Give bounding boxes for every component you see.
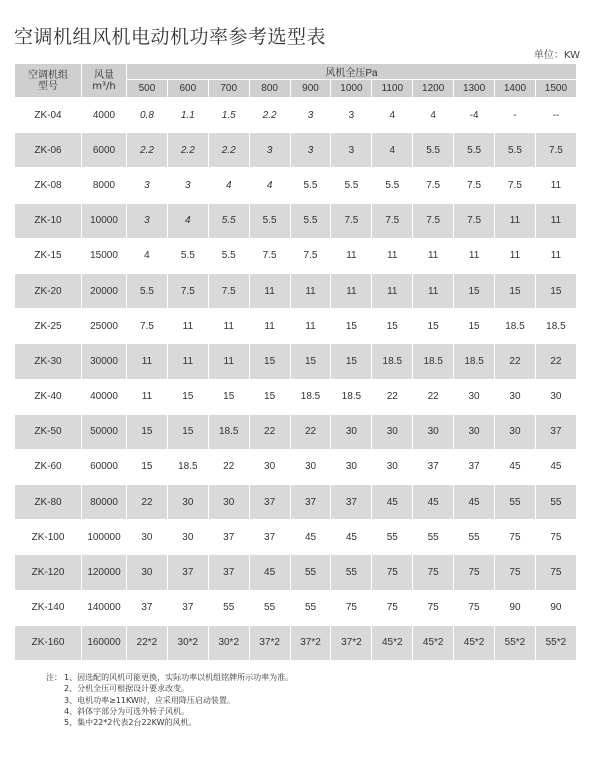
power-value-cell: 1.5 bbox=[208, 98, 249, 133]
power-value-cell: 4 bbox=[372, 98, 413, 133]
power-value-cell: 7.5 bbox=[413, 168, 454, 203]
power-value-cell: 45 bbox=[495, 449, 536, 484]
air-volume-cell: 120000 bbox=[82, 555, 127, 590]
model-cell: ZK-120 bbox=[15, 555, 82, 590]
pressure-header-cell: 1400 bbox=[495, 80, 536, 98]
power-value-cell: 11 bbox=[167, 344, 208, 379]
power-value-cell: 75 bbox=[495, 520, 536, 555]
power-value-cell: 15 bbox=[167, 379, 208, 414]
power-value-cell: 18.5 bbox=[290, 379, 331, 414]
power-value-cell: 11 bbox=[249, 273, 290, 308]
power-value-cell: 15 bbox=[495, 273, 536, 308]
power-value-cell: 22 bbox=[208, 449, 249, 484]
power-value-cell: 11 bbox=[454, 238, 495, 273]
power-value-cell: 4 bbox=[413, 98, 454, 133]
power-value-cell: 5.5 bbox=[454, 133, 495, 168]
table-row bbox=[15, 625, 577, 660]
table-row bbox=[15, 273, 577, 308]
pressure-header-cell: 1100 bbox=[372, 80, 413, 98]
power-value-cell: 30*2 bbox=[208, 625, 249, 660]
power-value-cell: 45*2 bbox=[372, 625, 413, 660]
power-value-cell: 22 bbox=[372, 379, 413, 414]
power-value-cell: 55 bbox=[290, 590, 331, 625]
air-volume-cell: 10000 bbox=[82, 203, 127, 238]
power-value-cell: 3 bbox=[167, 168, 208, 203]
model-header-line1: 空调机组 bbox=[28, 69, 68, 81]
power-value-cell: 7.5 bbox=[495, 168, 536, 203]
power-value-cell: 15 bbox=[372, 309, 413, 344]
power-value-cell: 11 bbox=[290, 309, 331, 344]
power-value-cell: 45 bbox=[372, 485, 413, 520]
air-volume-cell: 6000 bbox=[82, 133, 127, 168]
power-value-cell: 30 bbox=[167, 520, 208, 555]
air-volume-cell: 30000 bbox=[82, 344, 127, 379]
power-value-cell: 4 bbox=[249, 168, 290, 203]
power-value-cell: 90 bbox=[495, 590, 536, 625]
power-value-cell: 11 bbox=[495, 203, 536, 238]
model-cell: ZK-160 bbox=[15, 625, 82, 660]
power-value-cell: 30 bbox=[127, 555, 168, 590]
power-value-cell: 15 bbox=[454, 273, 495, 308]
model-cell: ZK-40 bbox=[15, 379, 82, 414]
power-value-cell: 45 bbox=[535, 449, 576, 484]
power-value-cell: 37 bbox=[208, 555, 249, 590]
power-value-cell: 37 bbox=[454, 449, 495, 484]
power-value-cell: 45*2 bbox=[413, 625, 454, 660]
power-value-cell: 30 bbox=[331, 414, 372, 449]
power-value-cell: 30 bbox=[372, 449, 413, 484]
power-value-cell: 5.5 bbox=[372, 168, 413, 203]
power-value-cell: 18.5 bbox=[372, 344, 413, 379]
air-volume-cell: 160000 bbox=[82, 625, 127, 660]
power-value-cell: 37 bbox=[413, 449, 454, 484]
power-value-cell: 11 bbox=[495, 238, 536, 273]
power-value-cell: 45 bbox=[249, 555, 290, 590]
power-value-cell: 15 bbox=[249, 379, 290, 414]
power-value-cell: 30 bbox=[454, 414, 495, 449]
power-value-cell: 11 bbox=[535, 203, 576, 238]
power-value-cell: 18.5 bbox=[331, 379, 372, 414]
notes-prefix: 注： bbox=[46, 673, 62, 682]
power-value-cell: 11 bbox=[413, 238, 454, 273]
power-value-cell: 15 bbox=[413, 309, 454, 344]
power-value-cell: 3 bbox=[249, 133, 290, 168]
pressure-header-cell: 1200 bbox=[413, 80, 454, 98]
power-value-cell: 30 bbox=[331, 449, 372, 484]
power-value-cell: 11 bbox=[535, 168, 576, 203]
power-value-cell: -- bbox=[535, 98, 576, 133]
power-value-cell: 55*2 bbox=[535, 625, 576, 660]
motor-power-table bbox=[14, 63, 577, 661]
table-row bbox=[15, 344, 577, 379]
power-value-cell: 5.5 bbox=[331, 168, 372, 203]
note-item: 3、电机功率≥11KW时，应采用降压启动装置。 bbox=[64, 695, 235, 705]
power-value-cell: 11 bbox=[127, 379, 168, 414]
table-row bbox=[15, 168, 577, 203]
model-header-line2: 型号 bbox=[38, 80, 58, 92]
air-volume-cell: 100000 bbox=[82, 520, 127, 555]
table-row bbox=[15, 590, 577, 625]
power-value-cell: 11 bbox=[331, 238, 372, 273]
pressure-header-cell: 1000 bbox=[331, 80, 372, 98]
power-value-cell: 30 bbox=[372, 414, 413, 449]
power-value-cell: -4 bbox=[454, 98, 495, 133]
power-value-cell: 45 bbox=[290, 520, 331, 555]
power-value-cell: 37 bbox=[127, 590, 168, 625]
power-value-cell: 22 bbox=[413, 379, 454, 414]
power-value-cell: 15 bbox=[167, 414, 208, 449]
table-row bbox=[15, 379, 577, 414]
power-value-cell: 75 bbox=[454, 590, 495, 625]
table-row bbox=[15, 98, 577, 133]
power-value-cell: 15 bbox=[454, 309, 495, 344]
power-value-cell: 15 bbox=[127, 414, 168, 449]
power-value-cell: 7.5 bbox=[167, 273, 208, 308]
power-value-cell: 2.2 bbox=[249, 98, 290, 133]
power-value-cell: 55 bbox=[290, 555, 331, 590]
table-row bbox=[15, 309, 577, 344]
model-cell: ZK-140 bbox=[15, 590, 82, 625]
power-value-cell: 18.5 bbox=[413, 344, 454, 379]
power-value-cell: 5.5 bbox=[208, 203, 249, 238]
note-item: 1、因选配的风机可能更换，实际功率以机组铭牌所示功率为准。 bbox=[64, 673, 294, 682]
power-value-cell: 45 bbox=[413, 485, 454, 520]
power-value-cell: 18.5 bbox=[167, 449, 208, 484]
power-value-cell: 30 bbox=[167, 485, 208, 520]
power-value-cell: 75 bbox=[535, 555, 576, 590]
power-value-cell: 5.5 bbox=[208, 238, 249, 273]
power-value-cell: 11 bbox=[127, 344, 168, 379]
table-row bbox=[15, 520, 577, 555]
air-volume-cell: 50000 bbox=[82, 414, 127, 449]
power-value-cell: 90 bbox=[535, 590, 576, 625]
note-item: 2、分机全压可根据设计要求改变。 bbox=[64, 684, 190, 694]
pressure-header-cell: 500 bbox=[127, 80, 168, 98]
power-value-cell: 30 bbox=[454, 379, 495, 414]
power-value-cell: 22 bbox=[535, 344, 576, 379]
power-value-cell: 11 bbox=[372, 273, 413, 308]
power-value-cell: 55 bbox=[249, 590, 290, 625]
model-cell: ZK-15 bbox=[15, 238, 82, 273]
air-volume-cell: 40000 bbox=[82, 379, 127, 414]
power-value-cell: 55 bbox=[454, 520, 495, 555]
air-volume-header-line2: m³/h bbox=[92, 80, 116, 92]
power-value-cell: 3 bbox=[127, 168, 168, 203]
power-value-cell: 3 bbox=[290, 98, 331, 133]
power-value-cell: 11 bbox=[372, 238, 413, 273]
power-value-cell: 15 bbox=[331, 309, 372, 344]
power-value-cell: 7.5 bbox=[535, 133, 576, 168]
power-value-cell: 37 bbox=[167, 555, 208, 590]
unit-label: 单位：KW bbox=[533, 50, 580, 61]
power-value-cell: 7.5 bbox=[413, 203, 454, 238]
table-row bbox=[15, 449, 577, 484]
power-value-cell: 4 bbox=[208, 168, 249, 203]
power-value-cell: 7.5 bbox=[249, 238, 290, 273]
pressure-header-cell: 700 bbox=[208, 80, 249, 98]
power-value-cell: 11 bbox=[290, 273, 331, 308]
note-item: 4、斜体字部分为可选外转子风机。 bbox=[64, 706, 190, 716]
power-value-cell: 5.5 bbox=[167, 238, 208, 273]
power-value-cell: 30 bbox=[495, 379, 536, 414]
power-value-cell: 75 bbox=[454, 555, 495, 590]
air-volume-cell: 8000 bbox=[82, 168, 127, 203]
power-value-cell: 75 bbox=[372, 555, 413, 590]
power-value-cell: 45 bbox=[331, 520, 372, 555]
power-value-cell: 30 bbox=[535, 379, 576, 414]
power-value-cell: 55*2 bbox=[495, 625, 536, 660]
power-value-cell: 18.5 bbox=[495, 309, 536, 344]
model-cell: ZK-50 bbox=[15, 414, 82, 449]
power-value-cell: 15 bbox=[331, 344, 372, 379]
power-value-cell: 37*2 bbox=[249, 625, 290, 660]
model-cell: ZK-04 bbox=[15, 98, 82, 133]
power-value-cell: 5.5 bbox=[290, 203, 331, 238]
model-cell: ZK-80 bbox=[15, 485, 82, 520]
table-body bbox=[15, 98, 577, 661]
power-value-cell: 11 bbox=[331, 273, 372, 308]
table-row bbox=[15, 133, 577, 168]
power-value-cell: 7.5 bbox=[290, 238, 331, 273]
power-value-cell: 1.1 bbox=[167, 98, 208, 133]
power-value-cell: 3 bbox=[290, 133, 331, 168]
power-value-cell: 7.5 bbox=[454, 203, 495, 238]
power-value-cell: 15 bbox=[290, 344, 331, 379]
page-title: 空调机组风机电动机功率参考选型表 bbox=[14, 26, 327, 48]
power-value-cell: 15 bbox=[249, 344, 290, 379]
power-value-cell: 37*2 bbox=[331, 625, 372, 660]
power-value-cell: 37 bbox=[249, 520, 290, 555]
power-value-cell: 55 bbox=[208, 590, 249, 625]
power-value-cell: 37 bbox=[249, 485, 290, 520]
air-volume-cell: 20000 bbox=[82, 273, 127, 308]
model-cell: ZK-20 bbox=[15, 273, 82, 308]
power-value-cell: 0.8 bbox=[127, 98, 168, 133]
power-value-cell: 37 bbox=[208, 520, 249, 555]
power-value-cell: 22 bbox=[290, 414, 331, 449]
air-volume-header-line1: 风量 bbox=[94, 69, 114, 81]
model-cell: ZK-08 bbox=[15, 168, 82, 203]
power-value-cell: 4 bbox=[372, 133, 413, 168]
power-value-cell: 22 bbox=[495, 344, 536, 379]
model-cell: ZK-60 bbox=[15, 449, 82, 484]
model-cell: ZK-25 bbox=[15, 309, 82, 344]
power-value-cell: 3 bbox=[331, 98, 372, 133]
model-column-header bbox=[15, 64, 82, 98]
power-value-cell: 37 bbox=[167, 590, 208, 625]
model-cell: ZK-100 bbox=[15, 520, 82, 555]
notes-list bbox=[46, 672, 293, 728]
power-value-cell: 18.5 bbox=[535, 309, 576, 344]
power-value-cell: 18.5 bbox=[454, 344, 495, 379]
power-value-cell: 75 bbox=[372, 590, 413, 625]
power-value-cell: 30 bbox=[127, 520, 168, 555]
power-value-cell: 30 bbox=[413, 414, 454, 449]
air-volume-cell: 15000 bbox=[82, 238, 127, 273]
power-value-cell: 75 bbox=[495, 555, 536, 590]
power-value-cell: 3 bbox=[127, 203, 168, 238]
power-value-cell: 7.5 bbox=[208, 273, 249, 308]
table-row bbox=[15, 238, 577, 273]
power-value-cell: 22 bbox=[249, 414, 290, 449]
power-value-cell: 55 bbox=[413, 520, 454, 555]
pressure-header-cell: 900 bbox=[290, 80, 331, 98]
power-value-cell: 55 bbox=[331, 555, 372, 590]
note-item: 5、集中22*2代表2台22KW的风机。 bbox=[64, 718, 197, 728]
power-value-cell: 11 bbox=[208, 309, 249, 344]
power-value-cell: 11 bbox=[208, 344, 249, 379]
power-value-cell: 7.5 bbox=[372, 203, 413, 238]
power-value-cell: 2.2 bbox=[127, 133, 168, 168]
power-value-cell: 37 bbox=[290, 485, 331, 520]
power-value-cell: 7.5 bbox=[127, 309, 168, 344]
power-value-cell: 5.5 bbox=[249, 203, 290, 238]
pressure-group-header: 风机全压Pa bbox=[127, 64, 577, 80]
power-value-cell: 30 bbox=[208, 485, 249, 520]
model-cell: ZK-30 bbox=[15, 344, 82, 379]
pressure-header-cell: 1500 bbox=[535, 80, 576, 98]
power-value-cell: 2.2 bbox=[167, 133, 208, 168]
power-value-cell: 15 bbox=[127, 449, 168, 484]
power-value-cell: 11 bbox=[167, 309, 208, 344]
power-value-cell: 11 bbox=[535, 238, 576, 273]
power-value-cell: 45 bbox=[454, 485, 495, 520]
air-volume-column-header bbox=[82, 64, 127, 98]
notes-section bbox=[46, 672, 293, 728]
power-value-cell: 11 bbox=[249, 309, 290, 344]
power-value-cell: 5.5 bbox=[495, 133, 536, 168]
power-value-cell: 30*2 bbox=[167, 625, 208, 660]
power-value-cell: 5.5 bbox=[127, 273, 168, 308]
air-volume-cell: 140000 bbox=[82, 590, 127, 625]
power-value-cell: 55 bbox=[535, 485, 576, 520]
power-value-cell: 75 bbox=[413, 590, 454, 625]
power-value-cell: - bbox=[495, 98, 536, 133]
power-value-cell: 3 bbox=[331, 133, 372, 168]
power-value-cell: 55 bbox=[495, 485, 536, 520]
power-value-cell: 7.5 bbox=[331, 203, 372, 238]
power-value-cell: 18.5 bbox=[208, 414, 249, 449]
power-value-cell: 75 bbox=[535, 520, 576, 555]
air-volume-cell: 4000 bbox=[82, 98, 127, 133]
power-value-cell: 75 bbox=[413, 555, 454, 590]
table-row bbox=[15, 485, 577, 520]
air-volume-cell: 25000 bbox=[82, 309, 127, 344]
power-value-cell: 5.5 bbox=[290, 168, 331, 203]
power-value-cell: 37*2 bbox=[290, 625, 331, 660]
power-value-cell: 22*2 bbox=[127, 625, 168, 660]
table-row bbox=[15, 414, 577, 449]
power-value-cell: 2.2 bbox=[208, 133, 249, 168]
power-value-cell: 30 bbox=[249, 449, 290, 484]
power-value-cell: 55 bbox=[372, 520, 413, 555]
power-value-cell: 37 bbox=[331, 485, 372, 520]
power-value-cell: 7.5 bbox=[454, 168, 495, 203]
table-row bbox=[15, 203, 577, 238]
air-volume-cell: 80000 bbox=[82, 485, 127, 520]
pressure-header-cell: 800 bbox=[249, 80, 290, 98]
power-value-cell: 37 bbox=[535, 414, 576, 449]
model-cell: ZK-06 bbox=[15, 133, 82, 168]
power-value-cell: 30 bbox=[495, 414, 536, 449]
pressure-header-cell: 600 bbox=[167, 80, 208, 98]
power-value-cell: 15 bbox=[208, 379, 249, 414]
power-value-cell: 4 bbox=[167, 203, 208, 238]
power-value-cell: 15 bbox=[535, 273, 576, 308]
table-header bbox=[15, 64, 577, 98]
model-cell: ZK-10 bbox=[15, 203, 82, 238]
pressure-header-cell: 1300 bbox=[454, 80, 495, 98]
air-volume-cell: 60000 bbox=[82, 449, 127, 484]
power-value-cell: 30 bbox=[290, 449, 331, 484]
power-value-cell: 22 bbox=[127, 485, 168, 520]
power-value-cell: 11 bbox=[413, 273, 454, 308]
power-value-cell: 75 bbox=[331, 590, 372, 625]
power-value-cell: 45*2 bbox=[454, 625, 495, 660]
power-value-cell: 5.5 bbox=[413, 133, 454, 168]
power-value-cell: 4 bbox=[127, 238, 168, 273]
table-row bbox=[15, 555, 577, 590]
